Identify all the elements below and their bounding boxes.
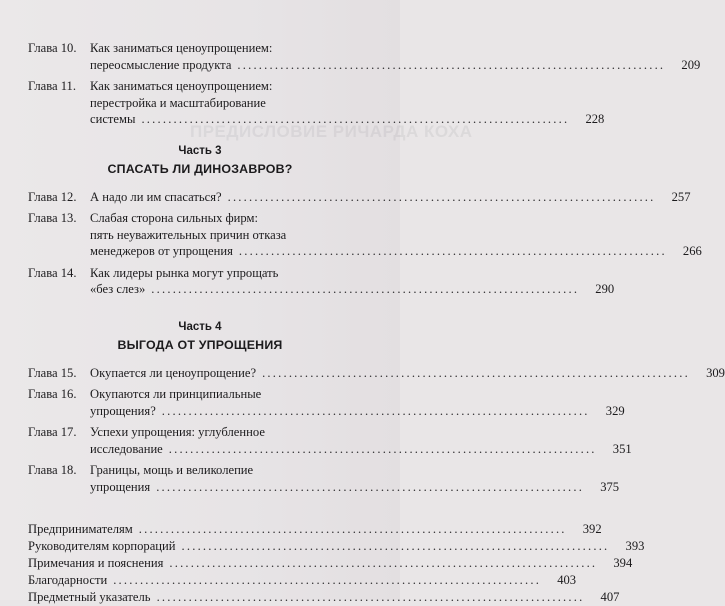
page-number: 209 bbox=[681, 57, 701, 72]
part-4-heading bbox=[28, 320, 372, 353]
chapter-number: Глава 15. bbox=[28, 365, 77, 380]
entry-title-line: переосмысление продукта bbox=[90, 57, 232, 72]
entry-title-line: Как заниматься ценоупрощением: bbox=[90, 79, 273, 93]
entry-title-line: Предпринимателям bbox=[28, 522, 133, 536]
entry-title-line: перестройка и масштабирование bbox=[90, 95, 266, 110]
entry-title-line: Границы, мощь и великолепие bbox=[90, 463, 254, 477]
page-number: 329 bbox=[605, 403, 625, 418]
page-number: 392 bbox=[582, 522, 602, 536]
entry-title-line: Примечания и пояснения bbox=[28, 556, 164, 570]
toc-entry-chapter-13[interactable] bbox=[28, 210, 702, 260]
chapter-number: Глава 11. bbox=[28, 79, 77, 93]
dot-leader: ................................................................................ bbox=[141, 112, 570, 126]
entry-title-line: Слабая сторона сильных фирм: bbox=[90, 211, 258, 225]
toc-entry-chapter-15[interactable] bbox=[28, 365, 725, 382]
dot-leader: ................................................................................ bbox=[168, 441, 597, 456]
part-title: СПАСАТЬ ЛИ ДИНОЗАВРОВ? bbox=[107, 161, 293, 176]
chapter-number: Глава 17. bbox=[28, 425, 77, 439]
dot-leader: ................................................................................ bbox=[262, 365, 690, 380]
page-number: 403 bbox=[557, 573, 577, 587]
toc-entry-acknowledgements[interactable] bbox=[28, 572, 577, 589]
entry-title-line: «без слез» bbox=[90, 282, 146, 296]
page-number: 309 bbox=[706, 365, 725, 380]
toc-entry-chapter-14[interactable] bbox=[28, 265, 615, 298]
entry-title-line: Как заниматься ценоупрощением: bbox=[90, 41, 273, 55]
toc-entry-corporate-leaders[interactable] bbox=[28, 538, 645, 555]
page-number: 407 bbox=[600, 590, 620, 604]
dot-leader: ................................................................................ bbox=[156, 479, 585, 494]
page-number: 266 bbox=[682, 244, 702, 258]
chapter-number: Глава 13. bbox=[28, 211, 77, 225]
entry-title-line: Благодарности bbox=[28, 573, 108, 587]
entry-title-line: менеджеров от упрощения bbox=[90, 244, 233, 258]
dot-leader: ................................................................................ bbox=[138, 522, 567, 536]
toc-entry-notes[interactable] bbox=[28, 555, 633, 572]
part-label: Часть 4 bbox=[178, 320, 222, 333]
toc-entry-chapter-11[interactable] bbox=[28, 78, 605, 128]
toc-entry-chapter-18[interactable] bbox=[28, 462, 620, 495]
dot-leader: ................................................................................ bbox=[151, 282, 580, 296]
chapter-number: Глава 14. bbox=[28, 265, 77, 280]
dot-leader: ................................................................................ bbox=[238, 244, 667, 258]
entry-title-line: исследование bbox=[90, 441, 163, 456]
toc-entry-chapter-16[interactable] bbox=[28, 386, 625, 419]
entry-title-line: Как лидеры рынка могут упрощать bbox=[90, 265, 279, 280]
entry-title-line: Окупаются ли принципиальные bbox=[90, 387, 262, 401]
bleed-through-heading: ПРЕДИСЛОВИЕ РИЧАРДА КОХА bbox=[190, 122, 473, 141]
toc-entry-entrepreneurs[interactable] bbox=[28, 521, 602, 538]
dot-leader: ................................................................................ bbox=[237, 57, 666, 72]
entry-title-line: Руководителям корпораций bbox=[28, 539, 176, 553]
part-3-heading bbox=[28, 144, 372, 177]
page-number: 228 bbox=[585, 112, 605, 126]
entry-title-line: упрощения bbox=[90, 479, 151, 494]
toc-entry-chapter-12[interactable] bbox=[28, 189, 691, 206]
dot-leader: ................................................................................ bbox=[227, 189, 656, 204]
entry-title-line: Успехи упрощения: углубленное bbox=[90, 425, 265, 439]
chapter-number: Глава 10. bbox=[28, 41, 77, 55]
entry-title-line: системы bbox=[90, 112, 136, 126]
page-number: 290 bbox=[595, 282, 615, 296]
back-matter-list bbox=[28, 521, 645, 606]
entry-title-line: Окупается ли ценоупрощение? bbox=[90, 365, 257, 380]
page-number: 257 bbox=[671, 189, 691, 204]
page-number: 393 bbox=[625, 539, 645, 553]
page-number: 375 bbox=[600, 479, 620, 494]
part-title: ВЫГОДА ОТ УПРОЩЕНИЯ bbox=[117, 337, 283, 352]
dot-leader: ................................................................................ bbox=[113, 573, 542, 587]
table-of-contents bbox=[28, 40, 725, 606]
toc-entry-chapter-17[interactable] bbox=[28, 424, 632, 457]
part-label: Часть 3 bbox=[178, 144, 222, 157]
dot-leader: ................................................................................ bbox=[161, 403, 590, 418]
toc-entry-subject-index[interactable] bbox=[28, 589, 620, 606]
page-number: 351 bbox=[612, 441, 632, 456]
entry-title-line: Предметный указатель bbox=[28, 590, 151, 604]
chapter-number: Глава 18. bbox=[28, 463, 77, 477]
entry-title-line: пять неуважительных причин отказа bbox=[90, 227, 287, 242]
toc-entry-chapter-10[interactable] bbox=[28, 40, 701, 73]
entry-title-line: упрощения? bbox=[90, 403, 156, 418]
dot-leader: ................................................................................ bbox=[181, 539, 610, 553]
chapter-number: Глава 12. bbox=[28, 189, 77, 204]
page-number: 394 bbox=[613, 556, 633, 570]
dot-leader: ................................................................................ bbox=[169, 556, 598, 570]
entry-title-line: А надо ли им спасаться? bbox=[90, 189, 222, 204]
chapter-number: Глава 16. bbox=[28, 387, 77, 401]
dot-leader: ................................................................................ bbox=[156, 590, 585, 604]
